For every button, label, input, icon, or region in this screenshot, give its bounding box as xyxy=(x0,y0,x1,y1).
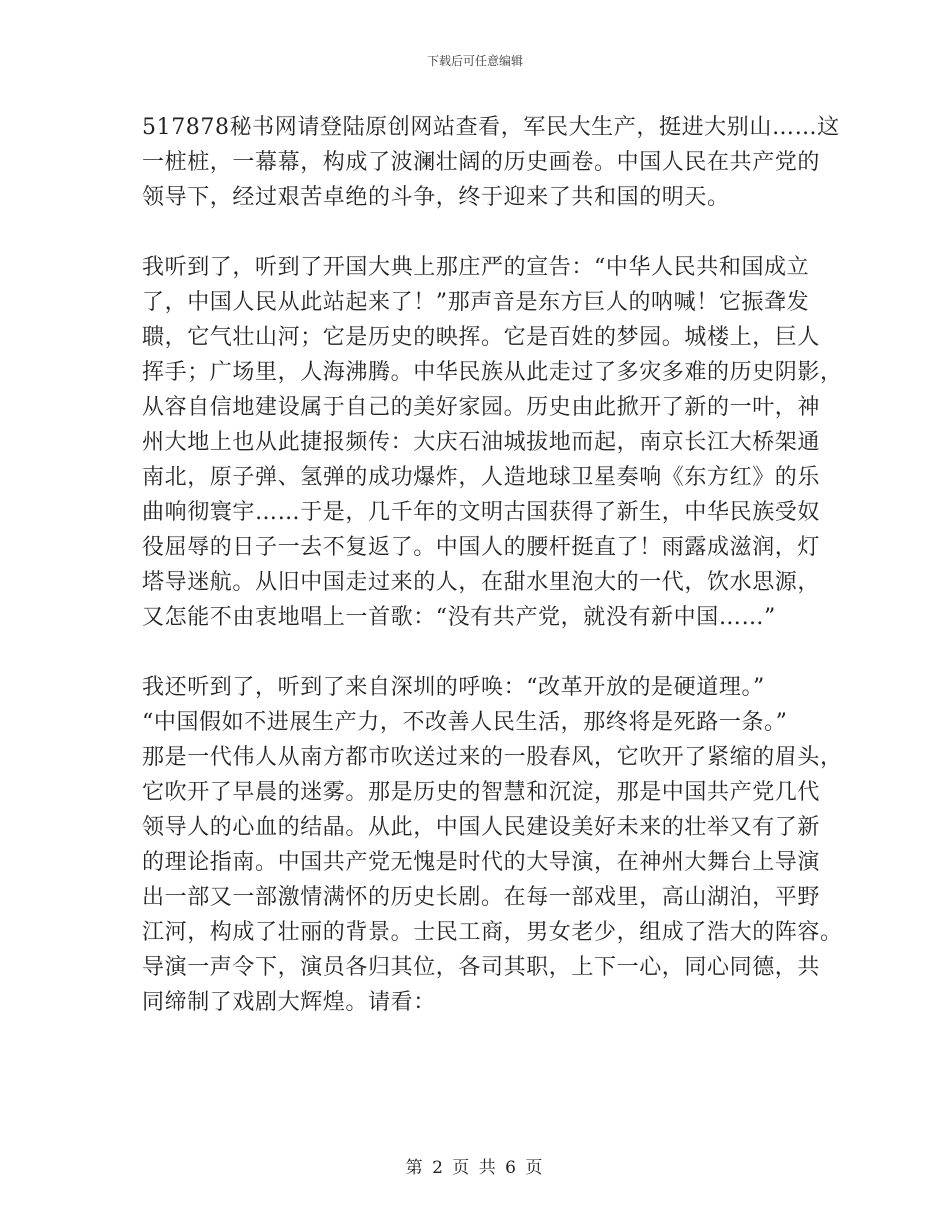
document-body xyxy=(142,110,843,1020)
text-line: 那是一代伟人从南方都市吹送过来的一股春风，它吹开了紧缩的眉头， xyxy=(142,745,843,770)
text-line: 领导人的心血的结晶。从此，中国人民建设美好未来的壮举又有了新 xyxy=(142,815,821,840)
page-number: 第 2 页 共 6 页 xyxy=(405,1158,545,1178)
text-line: 的理论指南。中国共产党无愧是时代的大导演，在神州大舞台上导演 xyxy=(142,850,821,875)
text-line: 出一部又一部激情满怀的历史长剧。在每一部戏里，高山湖泊，平野 xyxy=(142,885,821,910)
text-line: 我还听到了，听到了来自深圳的呼唤：“改革开放的是硬道理。” xyxy=(142,675,765,700)
text-line: 从容自信地建设属于自己的美好家园。历史由此掀开了新的一叶，神 xyxy=(142,395,821,420)
text-line: 州大地上也从此捷报频传：大庆石油城拔地而起，南京长江大桥架通 xyxy=(142,430,821,455)
text-line: 役屈辱的日子一去不复返了。中国人的腰杆挺直了！雨露成滋润，灯 xyxy=(142,535,821,560)
text-line: 江河，构成了壮丽的背景。士民工商，男女老少，组成了浩大的阵容。 xyxy=(142,920,843,945)
text-line: 导演一声令下，演员各归其位，各司其职，上下一心，同心同德，共 xyxy=(142,955,821,980)
text-line: 塔导迷航。从旧中国走过来的人，在甜水里泡大的一代，饮水思源， xyxy=(142,570,821,595)
text-line: 同缔制了戏剧大辉煌。请看： xyxy=(142,990,436,1015)
text-line: 曲响彻寰宇……于是，几千年的文明古国获得了新生，中华民族受奴 xyxy=(142,500,821,525)
text-line: 517878秘书网请登陆原创网站查看，军民大生产，挺进大别山……这 xyxy=(142,115,840,140)
text-line: 聩，它气壮山河；它是历史的映挥。它是百姓的梦园。城楼上，巨人 xyxy=(142,325,821,350)
text-line: 南北，原子弹、氢弹的成功爆炸，人造地球卫星奏响《东方红》的乐 xyxy=(142,465,821,490)
text-line: 又怎能不由衷地唱上一首歌：“没有共产党，就没有新中国……” xyxy=(142,605,776,630)
paragraph-3 xyxy=(142,670,843,1020)
page-header-note: 下载后可任意编辑 xyxy=(426,54,523,68)
paragraph-1 xyxy=(142,110,840,215)
paragraph-2 xyxy=(142,250,843,635)
text-line: 领导下，经过艰苦卓绝的斗争，终于迎来了共和国的明天。 xyxy=(142,185,730,210)
text-line: 挥手；广场里，人海沸腾。中华民族从此走过了多灾多难的历史阴影， xyxy=(142,360,843,385)
text-line: 我听到了，听到了开国大典上那庄严的宣告：“中华人民共和国成立 xyxy=(142,255,810,280)
paragraph-gap xyxy=(142,635,810,670)
text-line: 了，中国人民从此站起来了！”那声音是东方巨人的呐喊！它振聋发 xyxy=(142,290,810,315)
paragraph-gap xyxy=(142,215,810,250)
text-line: 它吹开了早晨的迷雾。那是历史的智慧和沉淀，那是中国共产党几代 xyxy=(142,780,821,805)
text-line: “中国假如不进展生产力，不改善人民生活，那终将是死路一条。” xyxy=(142,710,788,735)
text-line: 一桩桩，一幕幕，构成了波澜壮阔的历史画卷。中国人民在共产党的 xyxy=(142,150,821,175)
